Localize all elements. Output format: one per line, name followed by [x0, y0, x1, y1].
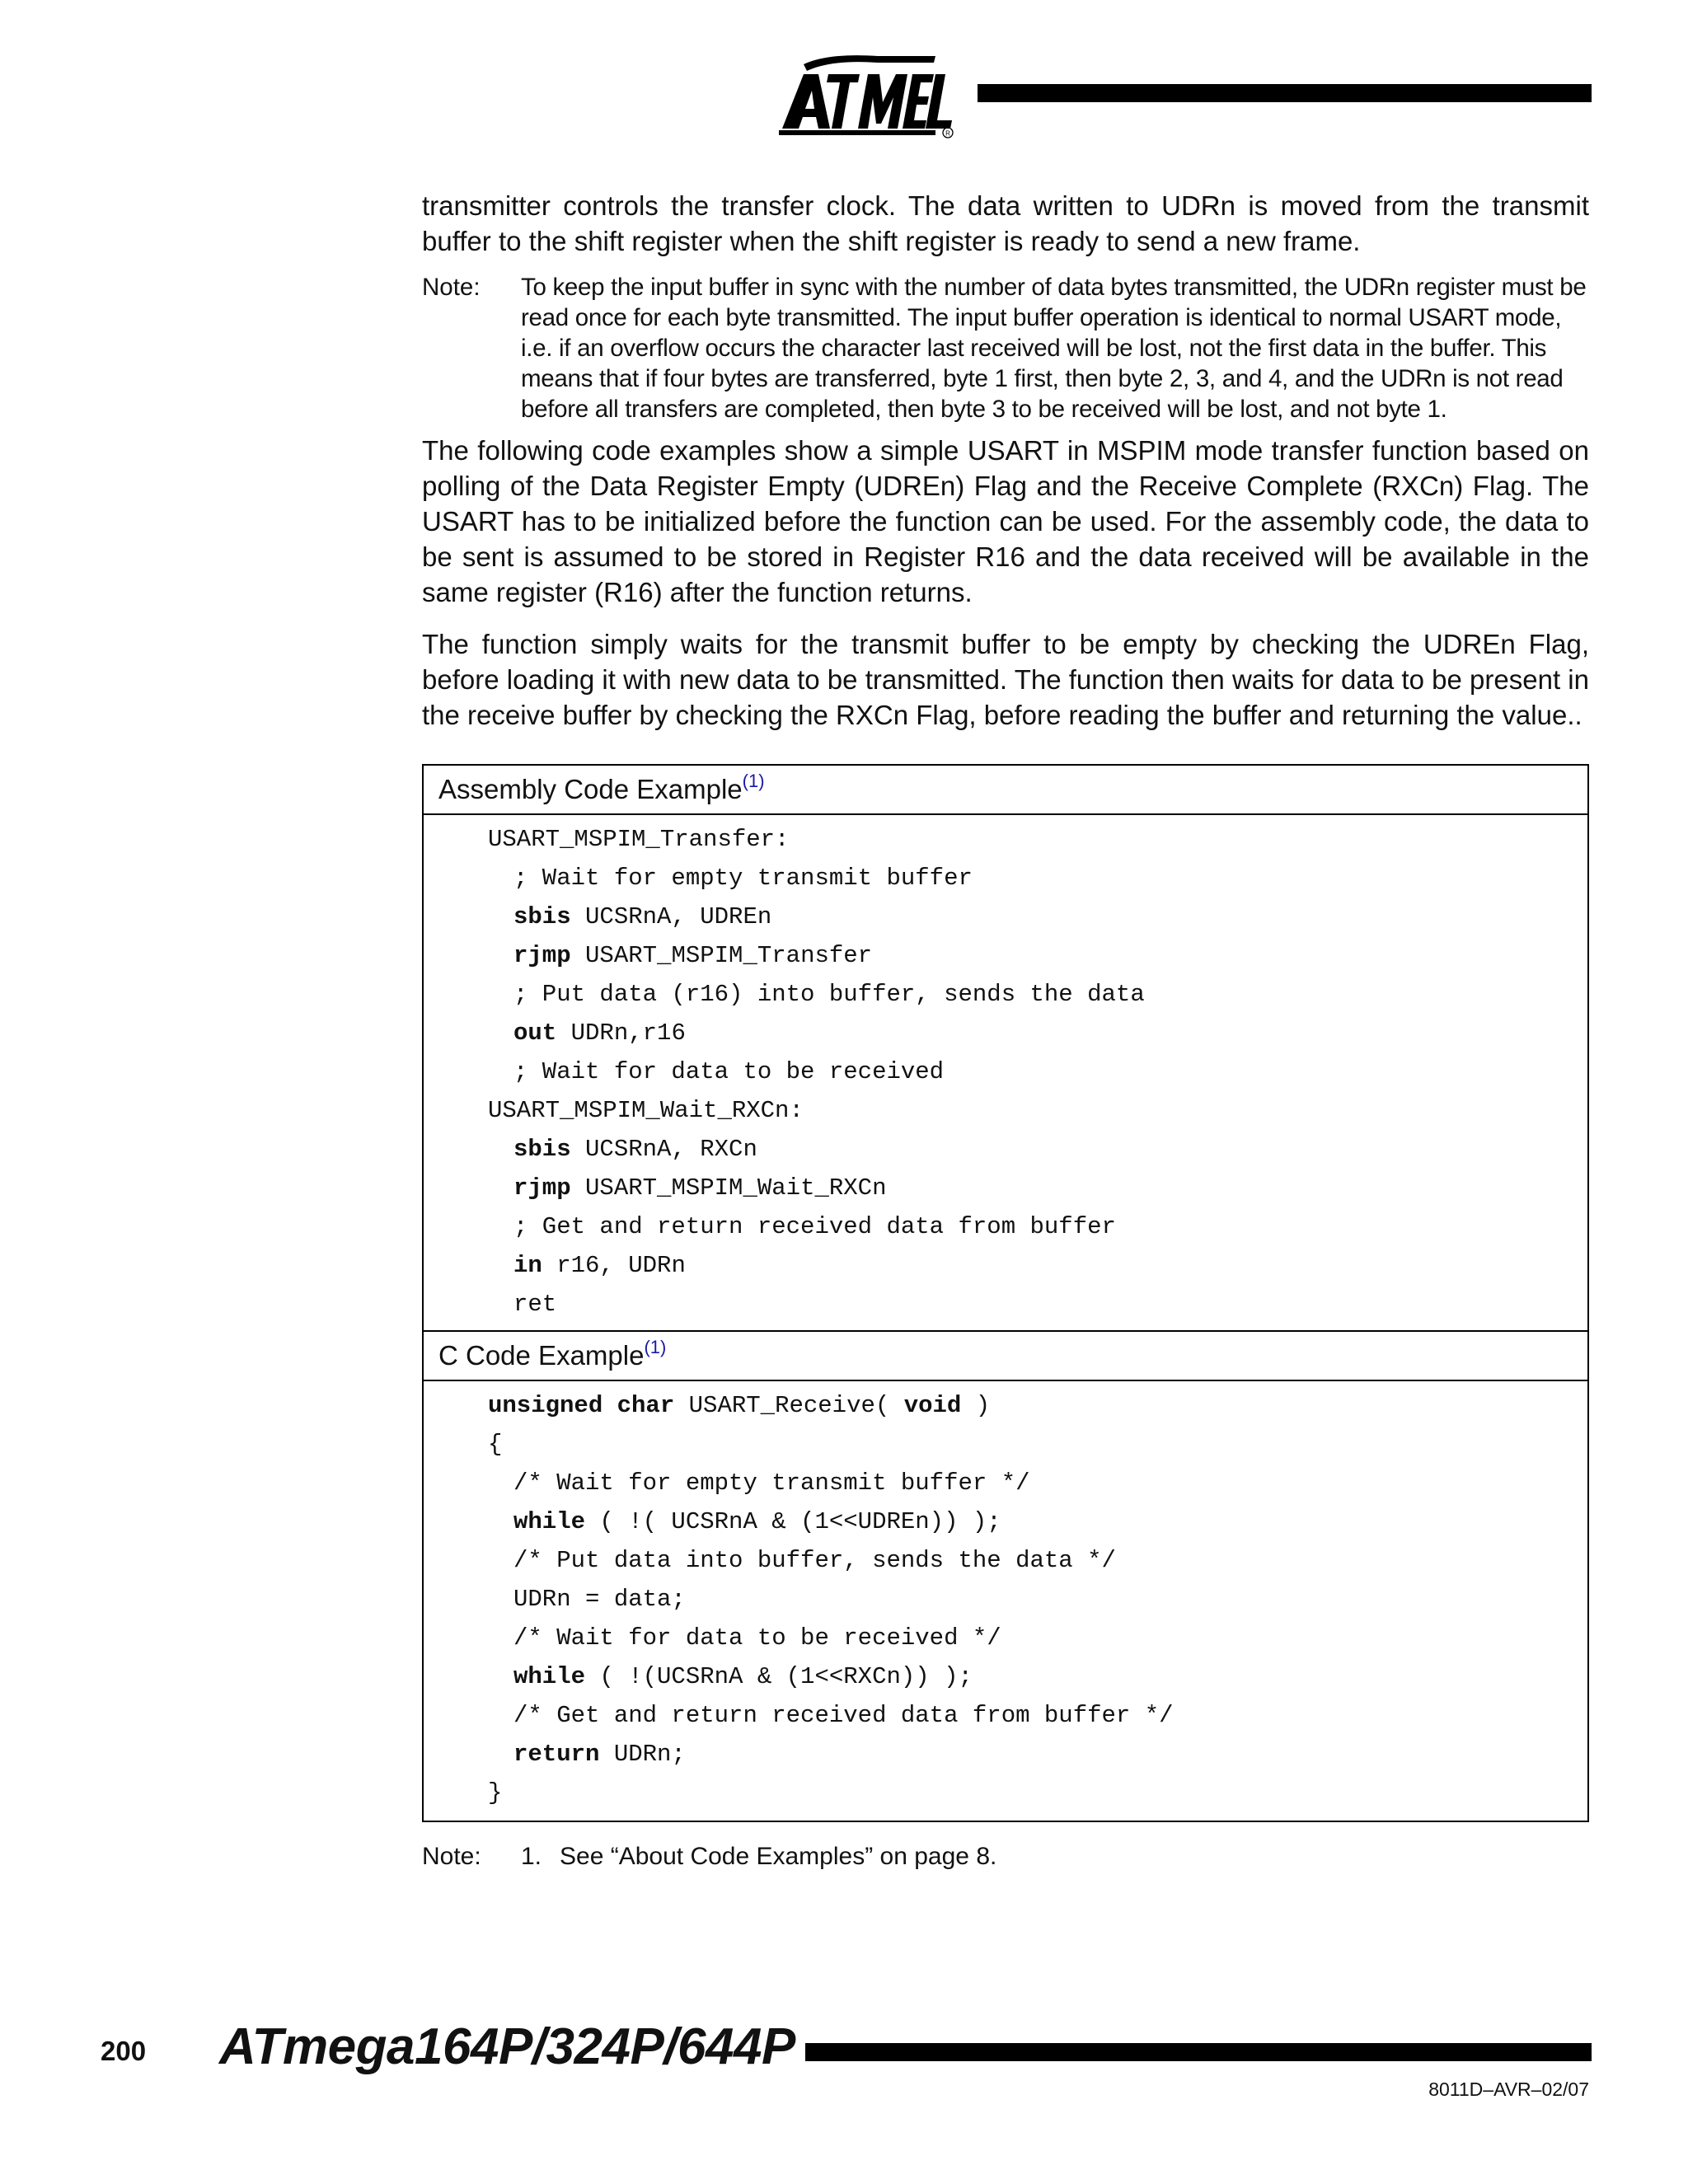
code-line	[424, 975, 1587, 1014]
c-code-title: C Code Example	[438, 1340, 645, 1371]
code-text: )	[961, 1392, 991, 1419]
code-keyword: in	[513, 1252, 542, 1279]
code-line	[424, 1091, 1587, 1130]
code-text: ; Put data (r16) into buffer, sends the data	[513, 981, 1145, 1008]
code-line	[424, 1502, 1587, 1541]
code-line	[424, 1425, 1587, 1464]
code-line	[424, 898, 1587, 936]
main-content	[422, 188, 1589, 1873]
code-line	[424, 1657, 1587, 1696]
header-rule	[978, 84, 1592, 102]
code-text: r16, UDRn	[542, 1252, 686, 1279]
code-line	[424, 1696, 1587, 1735]
note-label: Note:	[422, 274, 481, 301]
document-code: 8011D–AVR–02/07	[1428, 2079, 1589, 2100]
atmel-logo	[779, 49, 956, 138]
code-text: ret	[513, 1291, 557, 1318]
paragraph-transmitter-clock: transmitter controls the transfer clock. The data written to UDRn is moved from the transmit buffer to the shift register when the shift register is ready to send a new frame.	[422, 190, 1589, 256]
code-line	[424, 859, 1587, 898]
code-keyword: void	[903, 1392, 962, 1419]
footnote-label: Note:	[422, 1843, 481, 1870]
note-input-buffer	[422, 272, 1589, 424]
code-keyword: while	[513, 1663, 586, 1690]
code-line	[424, 1014, 1587, 1052]
footer-rule	[805, 2043, 1592, 2061]
code-line	[424, 1619, 1587, 1657]
code-text: UDRn = data;	[513, 1586, 686, 1613]
code-keyword: rjmp	[513, 942, 571, 969]
code-text: ; Wait for empty transmit buffer	[513, 865, 973, 892]
code-line	[424, 1735, 1587, 1774]
assembly-code-body	[424, 815, 1587, 1330]
code-keyword: unsigned char	[488, 1392, 675, 1419]
page-number: 200	[101, 2036, 147, 2066]
code-text: USART_MSPIM_Wait_RXCn	[570, 1174, 887, 1202]
code-text: /* Wait for empty transmit buffer */	[513, 1469, 1030, 1497]
code-line	[424, 1130, 1587, 1169]
code-line	[424, 1052, 1587, 1091]
code-example-table	[422, 764, 1589, 1822]
code-text: USART_MSPIM_Transfer	[570, 942, 873, 969]
code-keyword: sbis	[513, 903, 571, 930]
code-line	[424, 1774, 1587, 1812]
code-text: ; Wait for data to be received	[513, 1058, 945, 1085]
code-text: ( !(UCSRnA & (1<<RXCn)) );	[585, 1663, 973, 1690]
code-line	[424, 1207, 1587, 1246]
code-text: UCSRnA, RXCn	[570, 1136, 757, 1163]
code-text: UDRn;	[599, 1741, 686, 1768]
code-text: /* Put data into buffer, sends the data */	[513, 1547, 1116, 1574]
code-keyword: out	[513, 1019, 557, 1047]
code-text: USART_MSPIM_Transfer:	[488, 826, 790, 853]
code-line	[424, 1169, 1587, 1207]
code-line	[424, 1464, 1587, 1502]
code-line	[424, 820, 1587, 859]
code-keyword: rjmp	[513, 1174, 571, 1202]
footnote	[422, 1840, 1589, 1873]
code-text: USART_Receive(	[674, 1392, 904, 1419]
code-text: {	[488, 1431, 503, 1458]
code-text: }	[488, 1779, 503, 1807]
assembly-code-title: Assembly Code Example	[438, 774, 743, 804]
svg-text:R: R	[945, 129, 950, 138]
footnote-text: See “About Code Examples” on page 8.	[560, 1843, 997, 1870]
code-line	[424, 936, 1587, 975]
code-line	[424, 1246, 1587, 1285]
code-keyword: sbis	[513, 1136, 571, 1163]
code-text: /* Wait for data to be received */	[513, 1624, 1001, 1652]
code-line	[424, 1541, 1587, 1580]
code-line	[424, 1285, 1587, 1324]
note-text: To keep the input buffer in sync with the number of data bytes transmitted, the UDRn register must be read once for each byte transmitted. The input buffer operation is identical to normal USART mode, i.e. if an overflow occurs the character last received will be lost, not the first data in the buffer. This means that if four bytes are transferred, byte 1 first, then byte 2, 3, and 4, and the UDRn is not read before all transfers are completed, then byte 3 to be received will be lost, and not byte 1.	[521, 274, 1587, 423]
c-code-header	[424, 1332, 1587, 1381]
code-text: UCSRnA, UDREn	[570, 903, 772, 930]
footnote-number: 1.	[521, 1843, 542, 1870]
code-text: ( !( UCSRnA & (1<<UDREn)) );	[585, 1508, 1001, 1535]
paragraph-function-description: The function simply waits for the transmit buffer to be empty by checking the UDREn Flag, before loading it with new data to be transmitted. The function then waits for data to be present in the receive buffer by checking the RXCn Flag, before reading the buffer and returning the value..	[422, 629, 1589, 730]
document-title: ATmega164P/324P/644P	[219, 2018, 795, 2075]
code-text: ; Get and return received data from buffer	[513, 1213, 1116, 1240]
code-line	[424, 1580, 1587, 1619]
code-line	[424, 1386, 1587, 1425]
code-text: /* Get and return received data from buffer */	[513, 1702, 1174, 1729]
code-keyword: while	[513, 1508, 586, 1535]
assembly-code-header	[424, 766, 1587, 815]
paragraph-code-examples-intro: The following code examples show a simple USART in MSPIM mode transfer function based on polling of the Data Register Empty (UDREn) Flag and the Receive Complete (RXCn) Flag. The USART has to be initialized before the function can be used. For the assembly code, the data to be sent is assumed to be stored in Register R16 and the data received will be available in the same register (R16) after the function returns.	[422, 435, 1589, 607]
code-text: USART_MSPIM_Wait_RXCn:	[488, 1097, 804, 1124]
code-text: UDRn,r16	[556, 1019, 686, 1047]
c-code-body	[424, 1381, 1587, 1821]
code-keyword: return	[513, 1741, 600, 1768]
c-footnote-ref[interactable]: (1)	[644, 1337, 667, 1357]
assembly-footnote-ref[interactable]: (1)	[742, 771, 765, 791]
